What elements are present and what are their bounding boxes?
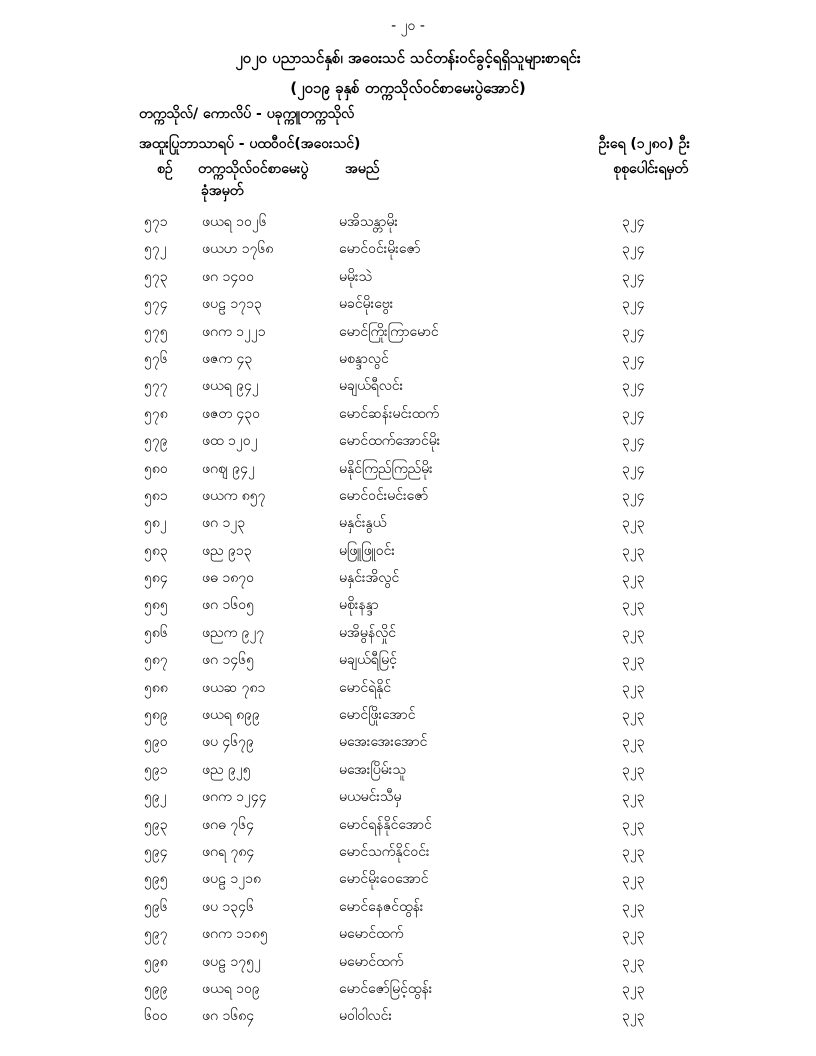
roll-number-cell: ဖယရ ၉၄၂	[202, 378, 259, 395]
marks-cell: ၃၂၃	[622, 597, 645, 614]
serial-cell: ၅၇၄	[144, 296, 168, 313]
table-row	[0, 482, 816, 509]
marks-cell: ၃၂၃	[622, 707, 645, 724]
table-row	[0, 591, 816, 618]
table-row	[0, 619, 816, 646]
student-name-cell: မအိမွန်လှိုင်	[339, 624, 396, 641]
marks-cell: ၃၂၃	[622, 652, 645, 669]
document-subtitle: (၂၀၁၉ ခုနှစ် တက္ကသိုလ်ဝင်စာမေးပွဲအောင်)	[290, 79, 526, 97]
student-name-cell: မယမင်းသီမှ	[339, 789, 402, 806]
roll-number-cell: ဖယရ ၁၀၂၆	[202, 214, 267, 230]
serial-cell: ၅၉၉	[144, 980, 168, 997]
student-name-cell: မောင်ရန်နိုင်အောင်	[339, 816, 432, 833]
marks-cell: ၃၂၃	[622, 542, 645, 559]
marks-cell: ၃၂၄	[622, 296, 645, 313]
table-row	[0, 345, 816, 372]
student-name-cell: မောင်နေဇင်ထွန်း	[339, 898, 424, 915]
student-name-cell: မောင်မိုးဝေအောင်	[339, 871, 429, 888]
marks-cell: ၃၂၃	[622, 624, 645, 641]
roll-number-cell: ဖဂက ၁၁၈၅	[202, 926, 268, 943]
table-row	[0, 427, 816, 454]
roll-number-cell: ဖည ၉၂၅	[202, 761, 251, 778]
student-name-cell: မစိုးနန္ဒာ	[339, 597, 379, 614]
student-name-cell: မောင်ဝင်းမိုးဇော်	[339, 241, 421, 258]
roll-number-cell: ဖထ ၁၂၀၂	[202, 433, 258, 450]
program-line: အထူးပြုဘာသာရပ် - ပထဝီဝင်(အဝေးသင်)	[139, 136, 361, 152]
serial-cell: ၅၇၅	[144, 323, 168, 340]
serial-cell: ၆၀၀	[144, 1008, 168, 1025]
serial-cell: ၅၉၂	[144, 789, 167, 806]
roll-number-cell: ဖဇက ၄၃	[202, 350, 253, 367]
roll-number-cell: ဖယဆ ၇၈၁	[202, 679, 266, 696]
serial-cell: ၅၇၁	[144, 214, 168, 230]
roll-number-cell: ဖပဠ ၁၂၁၈	[202, 871, 262, 888]
serial-cell: ၅၈၂	[144, 515, 167, 532]
student-list	[0, 208, 816, 1030]
marks-cell: ၃၂၃	[622, 871, 645, 888]
serial-cell: ၅၇၃	[144, 268, 168, 285]
student-name-cell: မောင်ဝင်းမင်းဇော်	[339, 487, 429, 504]
roll-number-cell: ဖဂ ၁၄၀၀	[202, 268, 254, 285]
roll-number-cell: ဖဂရ ၇၈၄	[202, 843, 255, 860]
marks-cell: ၃၂၄	[622, 460, 645, 477]
marks-cell: ၃၂၃	[622, 734, 645, 751]
marks-cell: ၃၂၄	[622, 241, 645, 258]
marks-cell: ၃၂၃	[622, 789, 645, 806]
serial-cell: ၅၉၄	[144, 843, 168, 860]
table-row	[0, 1002, 816, 1029]
serial-cell: ၅၈၅	[144, 597, 168, 614]
student-name-cell: မောင်ဆန်းမင်းထက်	[339, 405, 440, 422]
column-header-roll-line2: ခုံအမှတ်	[201, 183, 244, 199]
serial-cell: ၅၉၆	[144, 898, 168, 915]
table-row	[0, 372, 816, 399]
table-row	[0, 756, 816, 783]
student-name-cell: မောင်ဖြိုးအောင်	[339, 707, 416, 724]
student-name-cell: မောင်ထက်အောင်မိုး	[339, 433, 441, 450]
serial-cell: ၅၉၈	[144, 953, 168, 970]
roll-number-cell: ဖဂ ၁၂၃	[202, 515, 246, 532]
table-row	[0, 263, 816, 290]
serial-cell: ၅၈၆	[144, 624, 168, 641]
marks-cell: ၃၂၄	[622, 433, 645, 450]
serial-cell: ၅၇၇	[144, 378, 168, 395]
roll-number-cell: ဖပဠ ၁၇၅၂	[202, 953, 261, 970]
student-name-cell: မောင်သက်နိုင်ဝင်း	[339, 843, 430, 860]
table-row	[0, 920, 816, 947]
serial-cell: ၅၈၀	[144, 460, 168, 477]
student-name-cell: မောင်ဇော်မြင့်ထွန်း	[339, 980, 433, 997]
serial-cell: ၅၇၂	[144, 241, 167, 258]
serial-cell: ၅၈၄	[144, 570, 168, 587]
student-name-cell: မနှင်းအိလွင်	[339, 570, 400, 587]
serial-cell: ၅၈၃	[144, 542, 168, 559]
serial-cell: ၅၇၆	[144, 350, 168, 367]
marks-cell: ၃၂၃	[622, 570, 645, 587]
column-header-roll: တက္ကသိုလ်ဝင်စာမေးပွဲ	[198, 161, 309, 177]
roll-number-cell: ဖဂဈ ၉၄၂	[202, 460, 255, 477]
marks-cell: ၃၂၃	[622, 898, 645, 915]
marks-cell: ၃၂၃	[622, 1008, 645, 1025]
roll-number-cell: ဖဂ ၁၆၀၅	[202, 597, 254, 614]
roll-number-cell: ဖဂက ၁၂၂၁	[202, 323, 266, 340]
roll-number-cell: ဖဂ ၁၄၆၅	[202, 652, 254, 669]
student-name-cell: မစန္ဒာလွင်	[339, 350, 389, 367]
marks-cell: ၃၂၄	[622, 487, 645, 504]
table-row	[0, 646, 816, 673]
student-name-cell: မအိသန္တာမိုး	[339, 214, 398, 230]
marks-cell: ၃၂၃	[622, 515, 645, 532]
table-row	[0, 455, 816, 482]
table-row	[0, 865, 816, 892]
column-header-marks: စုစုပေါင်းရမှတ်	[613, 161, 688, 177]
table-row	[0, 975, 816, 1002]
marks-cell: ၃၂၃	[622, 926, 645, 943]
roll-number-cell: ဖည ၉၁၃	[202, 542, 252, 559]
marks-cell: ၃၂၃	[622, 761, 645, 778]
marks-cell: ၃၂၄	[622, 350, 645, 367]
serial-cell: ၅၈၇	[144, 652, 168, 669]
student-count: ဦးရေ (၁၂၈၀) ဦး	[598, 136, 690, 152]
marks-cell: ၃၂၃	[622, 679, 645, 696]
marks-cell: ၃၂၄	[622, 214, 645, 230]
page-number: - ၂၀ -	[391, 18, 425, 34]
table-row	[0, 893, 816, 920]
marks-cell: ၃၂၃	[622, 980, 645, 997]
student-name-cell: မောင်ရဲနိုင်	[339, 679, 392, 696]
serial-cell: ၅၉၇	[144, 926, 168, 943]
roll-number-cell: ဖဂဓ ၇၆၄	[202, 816, 254, 833]
student-name-cell: မအေးပြိမ်းသူ	[339, 761, 406, 778]
roll-number-cell: ဖဇတ ၄၃၀	[202, 405, 261, 422]
table-row	[0, 674, 816, 701]
student-name-cell: မဝါဝါလင်း	[339, 1008, 393, 1025]
serial-cell: ၅၈၈	[144, 679, 168, 696]
student-name-cell: မနိုင်ကြည်ကြည်မိုး	[339, 460, 433, 477]
roll-number-cell: ဖညက ၉၂၇	[202, 624, 265, 641]
table-row	[0, 838, 816, 865]
student-name-cell: မမောင်ထက်	[339, 953, 404, 970]
table-row	[0, 400, 816, 427]
serial-cell: ၅၉၅	[144, 871, 168, 888]
table-row	[0, 564, 816, 591]
marks-cell: ၃၂၃	[622, 843, 645, 860]
roll-number-cell: ဖယရ ၈၉၉	[202, 707, 260, 724]
marks-cell: ၃၂၃	[622, 816, 645, 833]
serial-cell: ၅၈၁	[144, 487, 168, 504]
marks-cell: ၃၂၃	[622, 953, 645, 970]
column-header-name: အမည်	[345, 161, 380, 177]
student-name-cell: မချယ်ရီမြင့်	[339, 652, 397, 669]
student-name-cell: မအေးအေးအောင်	[339, 734, 428, 751]
table-row	[0, 811, 816, 838]
document-title: ၂၀၂၀ ပညာသင်နှစ်၊ အဝေးသင် သင်တန်းဝင်ခွင့်ရရှိသူများစာရင်း	[235, 49, 581, 67]
table-row	[0, 208, 816, 235]
table-row	[0, 318, 816, 345]
roll-number-cell: ဖယဟ ၁၇၆၈	[202, 241, 274, 258]
student-name-cell: မချယ်ရီလင်း	[339, 378, 404, 395]
table-row	[0, 701, 816, 728]
column-header-serial: စဉ်	[157, 161, 173, 177]
university-line: တက္ကသိုလ်/ ကောလိပ် - ပခုက္ကူတက္ကသိုလ်	[139, 106, 355, 122]
roll-number-cell: ဖဂက ၁၂၄၄	[202, 789, 267, 806]
serial-cell: ၅၉၃	[144, 816, 168, 833]
marks-cell: ၃၂၄	[622, 268, 645, 285]
roll-number-cell: ဖယက ၈၅၇	[202, 487, 266, 504]
marks-cell: ၃၂၄	[622, 323, 645, 340]
serial-cell: ၅၇၉	[144, 433, 168, 450]
roll-number-cell: ဖပ ၁၃၄၆	[202, 898, 254, 915]
roll-number-cell: ဖဂ ၁၆၈၄	[202, 1008, 255, 1025]
table-row	[0, 537, 816, 564]
student-name-cell: မဖြူဖြူဝင်း	[339, 542, 395, 559]
serial-cell: ၅၇၈	[144, 405, 168, 422]
serial-cell: ၅၉၁	[144, 761, 168, 778]
student-name-cell: မောင်ကြိုးကြာမောင်	[339, 323, 439, 340]
student-name-cell: မမောင်ထက်	[339, 926, 404, 943]
serial-cell: ၅၈၉	[144, 707, 168, 724]
table-row	[0, 783, 816, 810]
roll-number-cell: ဖယရ ၁၀၉	[202, 980, 260, 997]
table-row	[0, 235, 816, 262]
table-row	[0, 948, 816, 975]
marks-cell: ၃၂၄	[622, 405, 645, 422]
student-name-cell: မခင်မိုးဗွေး	[339, 296, 394, 313]
student-name-cell: မမိုးသဲ	[339, 268, 373, 285]
marks-cell: ၃၂၄	[622, 378, 645, 395]
roll-number-cell: ဖဓ ၁၈၇၀	[202, 570, 254, 587]
table-row	[0, 728, 816, 755]
serial-cell: ၅၉၀	[144, 734, 168, 751]
table-row	[0, 290, 816, 317]
table-row	[0, 509, 816, 536]
student-name-cell: မနှင်းနွယ်	[339, 515, 387, 532]
roll-number-cell: ဖပ ၄၆၇၉	[202, 734, 254, 751]
roll-number-cell: ဖပဠ ၁၇၁၃	[202, 296, 262, 313]
